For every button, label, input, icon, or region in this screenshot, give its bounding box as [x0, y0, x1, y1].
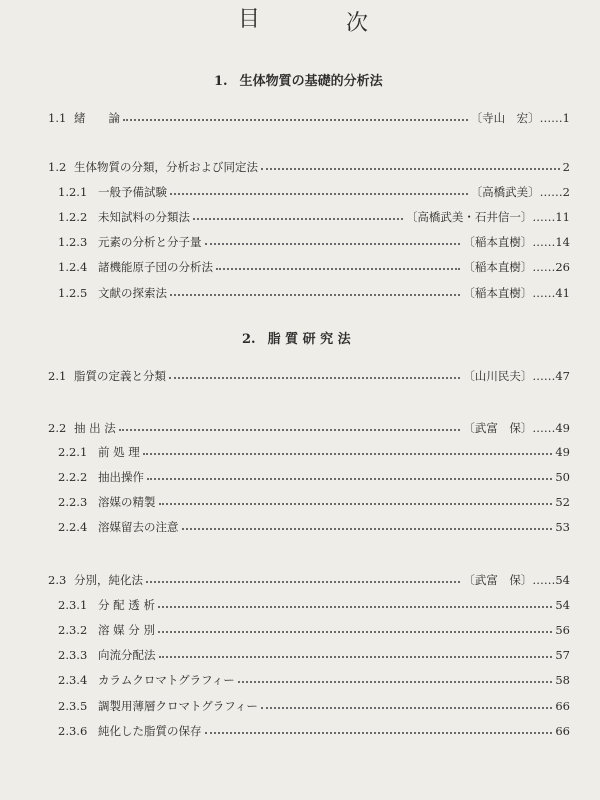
chapter-number: 2. — [242, 332, 256, 347]
toc-entry-2-3-6[interactable] — [58, 722, 570, 740]
toc-entry-2-1[interactable] — [48, 367, 570, 385]
entry-number: 1.2.4 — [58, 260, 88, 274]
toc-entry-2-3-3[interactable] — [58, 646, 570, 664]
toc-entry-1-2-1[interactable] — [58, 183, 570, 201]
dot-leader — [170, 193, 468, 195]
toc-entry-2-3-5[interactable] — [58, 697, 570, 715]
entry-title: 溶媒留去の注意 — [98, 520, 179, 534]
entry-number: 2.2.3 — [58, 495, 88, 509]
entry-number: 2.3 — [48, 573, 67, 587]
entry-number: 1.1 — [48, 111, 67, 125]
toc-entry-1-2-5[interactable] — [58, 284, 570, 302]
entry-title: 緒 論 — [74, 111, 120, 125]
entry-title: 元素の分析と分子量 — [98, 235, 202, 249]
entry-author: 〔稲本直樹〕…… — [463, 286, 556, 300]
entry-number: 2.2 — [48, 421, 67, 435]
entry-page: 58 — [555, 673, 570, 687]
entry-page: 50 — [555, 470, 570, 484]
entry-page: 54 — [555, 573, 570, 587]
dot-leader — [143, 453, 553, 455]
page-title — [0, 2, 600, 42]
entry-number: 2.1 — [48, 369, 67, 383]
entry-title: 未知試料の分類法 — [98, 210, 190, 224]
entry-number: 1.2.2 — [58, 210, 88, 224]
entry-title: 純化した脂質の保存 — [98, 724, 202, 738]
dot-leader — [147, 478, 552, 480]
dot-leader — [158, 631, 552, 633]
entry-title: 抽出操作 — [98, 470, 144, 484]
chapter-title: 生体物質の基礎的分析法 — [239, 74, 383, 89]
entry-number: 2.3.6 — [58, 724, 88, 738]
entry-page: 47 — [555, 369, 570, 383]
entry-title: 前 処 理 — [98, 445, 140, 459]
entry-title: 調製用薄層クロマトグラフィー — [98, 699, 258, 713]
dot-leader — [261, 168, 560, 170]
entry-title: カラムクロマトグラフィー — [98, 673, 235, 687]
entry-author: 〔高橋武美〕…… — [470, 185, 563, 199]
dot-leader — [158, 606, 552, 608]
title-char-1: 目 — [238, 7, 261, 32]
entry-page: 2 — [562, 185, 570, 199]
entry-page: 53 — [555, 520, 570, 534]
entry-number: 2.2.1 — [58, 445, 88, 459]
entry-page: 1 — [562, 111, 570, 125]
entry-number: 2.3.4 — [58, 673, 88, 687]
toc-entry-1-2-4[interactable] — [58, 258, 570, 276]
toc-entry-1-1[interactable] — [48, 109, 570, 127]
dot-leader — [238, 681, 553, 683]
entry-number: 2.3.5 — [58, 699, 88, 713]
toc-entry-1-2-3[interactable] — [58, 233, 570, 251]
entry-author: 〔稲本直樹〕…… — [463, 235, 556, 249]
toc-entry-1-2-2[interactable] — [58, 208, 570, 226]
entry-page: 11 — [555, 210, 570, 224]
entry-number: 2.2.2 — [58, 470, 88, 484]
dot-leader — [182, 528, 553, 530]
entry-page: 66 — [555, 724, 570, 738]
entry-page: 26 — [555, 260, 570, 274]
entry-number: 2.2.4 — [58, 520, 88, 534]
entry-page: 49 — [555, 445, 570, 459]
entry-title: 一般予備試験 — [98, 185, 167, 199]
entry-title: 抽 出 法 — [74, 421, 116, 435]
entry-page: 41 — [555, 286, 570, 300]
chapter-title: 脂 質 研 究 法 — [267, 332, 351, 347]
entry-author: 〔山川民夫〕…… — [463, 369, 556, 383]
entry-page: 14 — [555, 235, 570, 249]
entry-number: 2.3.3 — [58, 648, 88, 662]
entry-title: 文献の探索法 — [98, 286, 167, 300]
chapter-heading-1 — [214, 70, 383, 89]
toc-entry-2-3[interactable] — [48, 571, 570, 589]
toc-entry-2-2[interactable] — [48, 419, 570, 437]
entry-author: 〔高橋武美・石井信一〕…… — [405, 210, 556, 224]
entry-author: 〔武富 保〕…… — [463, 421, 556, 435]
dot-leader — [123, 119, 468, 121]
dot-leader — [216, 268, 460, 270]
entry-title: 向流分配法 — [98, 648, 156, 662]
entry-author: 〔武富 保〕…… — [463, 573, 556, 587]
entry-author: 〔寺山 宏〕…… — [470, 111, 563, 125]
entry-page: 56 — [555, 623, 570, 637]
toc-entry-2-3-1[interactable] — [58, 596, 570, 614]
title-char-2: 次 — [346, 11, 369, 36]
dot-leader — [261, 707, 553, 709]
chapter-heading-2 — [242, 328, 351, 347]
dot-leader — [205, 732, 553, 734]
toc-entry-1-2[interactable] — [48, 158, 570, 176]
entry-page: 2 — [562, 160, 570, 174]
entry-title: 溶媒の精製 — [98, 495, 156, 509]
dot-leader — [205, 243, 461, 245]
dot-leader — [119, 429, 461, 431]
dot-leader — [146, 581, 460, 583]
entry-page: 49 — [555, 421, 570, 435]
entry-number: 2.3.1 — [58, 598, 88, 612]
entry-number: 1.2 — [48, 160, 67, 174]
dot-leader — [193, 218, 403, 220]
dot-leader — [159, 656, 553, 658]
toc-entry-2-2-2[interactable] — [58, 468, 570, 486]
toc-entry-2-3-2[interactable] — [58, 621, 570, 639]
entry-page: 54 — [555, 598, 570, 612]
chapter-number: 1. — [214, 74, 228, 89]
dot-leader — [170, 294, 460, 296]
toc-entry-2-2-4[interactable] — [58, 518, 570, 536]
toc-entry-2-2-1[interactable] — [58, 443, 570, 461]
entry-number: 1.2.5 — [58, 286, 88, 300]
toc-entry-2-3-4[interactable] — [58, 671, 570, 689]
entry-title: 分 配 透 析 — [98, 598, 155, 612]
entry-number: 1.2.1 — [58, 185, 88, 199]
entry-page: 66 — [555, 699, 570, 713]
entry-number: 2.3.2 — [58, 623, 88, 637]
entry-author: 〔稲本直樹〕…… — [463, 260, 556, 274]
dot-leader — [169, 377, 460, 379]
toc-entry-2-2-3[interactable] — [58, 493, 570, 511]
entry-page: 52 — [555, 495, 570, 509]
entry-title: 諸機能原子団の分析法 — [98, 260, 213, 274]
entry-title: 脂質の定義と分類 — [74, 369, 166, 383]
dot-leader — [159, 503, 553, 505]
entry-number: 1.2.3 — [58, 235, 88, 249]
entry-title: 生体物質の分類，分析および同定法 — [74, 160, 258, 174]
entry-title: 溶 媒 分 別 — [98, 623, 155, 637]
entry-title: 分別，純化法 — [74, 573, 143, 587]
entry-page: 57 — [555, 648, 570, 662]
